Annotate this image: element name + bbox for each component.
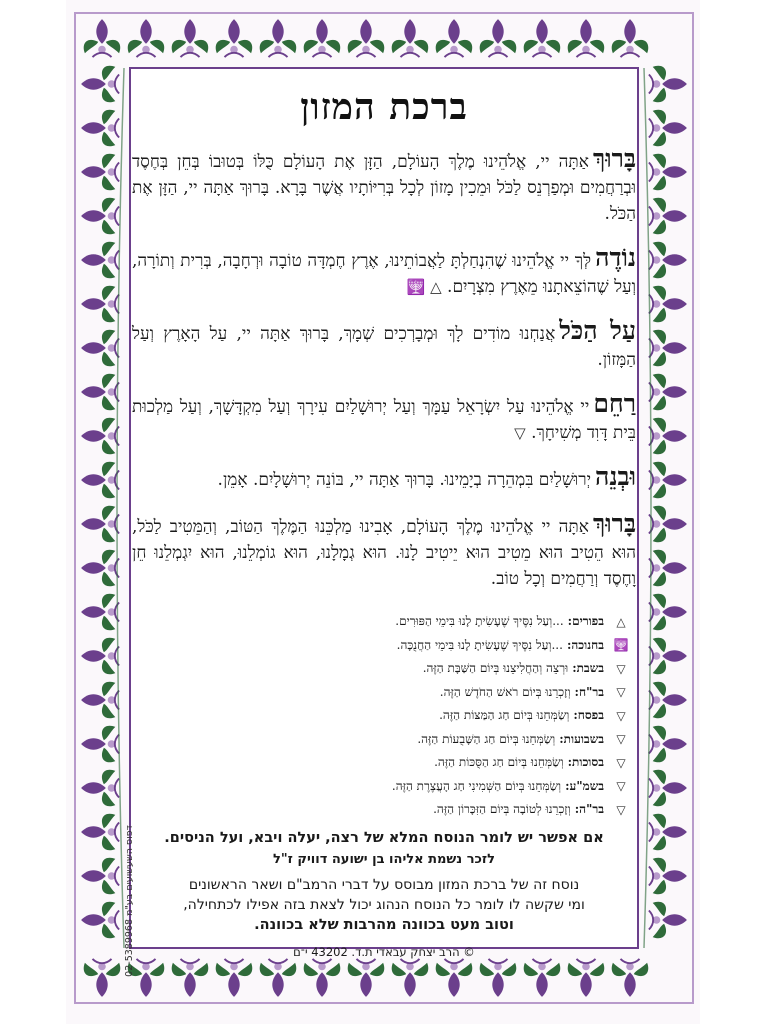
- note-emphasis: וטוב מעט בכוונה מהרבות שלא בכוונה.: [254, 916, 514, 933]
- floral-motif-icon: [649, 462, 687, 499]
- paragraph-lead-word: בָּרוּךְ: [592, 509, 636, 538]
- occasion-row: [132, 775, 630, 799]
- floral-motif-icon: [81, 154, 119, 191]
- occasion-label: בשמ"ע:: [565, 778, 604, 793]
- floral-motif-icon: [304, 959, 341, 997]
- occasion-row: [132, 751, 630, 775]
- insertion-mark-icon: △ 🕎: [406, 278, 442, 296]
- paragraph-lead-word: וּבְנֵה: [595, 462, 636, 491]
- printer-imprint: דפוס השעשועים בע"מ 02-5389968: [124, 825, 135, 977]
- floral-motif-icon: [392, 19, 429, 57]
- floral-motif-icon: [81, 638, 119, 675]
- blessing-paragraph: [132, 318, 636, 373]
- vine-line: [117, 68, 124, 948]
- floral-motif-icon: [81, 374, 119, 411]
- floral-motif-icon: [81, 198, 119, 235]
- blessing-paragraphs: [132, 146, 636, 592]
- author-credit: © הרב יצחק עבאדי ת.ד. 43202 י־ם: [293, 944, 475, 959]
- floral-motif-icon: [304, 19, 341, 57]
- occasion-row: [132, 657, 630, 681]
- floral-motif-icon: [649, 770, 687, 807]
- occasion-text: וְשַׂמְּחֵנוּ בְּיוֹם חַג הַסֻּכּוֹת הַזֶּה.: [434, 755, 564, 770]
- occasion-text: וְשַׂמְּחֵנוּ בְּיוֹם חַג הַשָּׁבֻעוֹת הַזֶּה.: [417, 731, 556, 746]
- floral-motif-icon: [81, 770, 119, 807]
- occasion-label: בחנוכה:: [566, 637, 604, 652]
- floral-motif-icon: [649, 506, 687, 543]
- floral-motif-icon: [649, 814, 687, 851]
- floral-motif-icon: [612, 959, 649, 997]
- floral-motif-icon: [348, 19, 385, 57]
- note-line-1: נוסח זה של ברכת המזון מבוסס על דברי הרמב"ם ושאר הראשונים: [188, 876, 580, 893]
- occasion-text: וְשַׂמְּחֵנוּ בְּיוֹם הַשְּׁמִינִי חַג הָעֲצֶרֶת הַזֶּה.: [391, 778, 562, 793]
- full-version-note: אם אפשר יש לומר הנוסח המלא של רצה, יעלה ויבא, ועל הניסים.: [164, 829, 604, 846]
- floral-motif-icon: [392, 959, 429, 997]
- floral-motif-icon: [81, 330, 119, 367]
- occasion-row: [132, 681, 630, 705]
- paragraph-text: לְּךָ יי אֱלֹהֵינוּ שֶׁהִנְחַלְתָּ לַאֲבוֹתֵינוּ, אֶרֶץ חֶמְדָּה טוֹבָה וּרְחָבָה, בְּרִית וְתוֹרָה, וְעַל שֶׁהוֹצֵאתָנוּ מֵאֶרֶץ מִצְרָיִם.: [132, 251, 636, 297]
- occasion-row: [132, 728, 630, 752]
- paragraph-text: יי אֱלֹהֵינוּ עַל יִשְׂרָאֵל עַמָּךְ וְעַל יְרוּשָׁלַיִם עִירָךְ וְעַל מִקְדָּשָׁךְ, וְעַל מַלְכוּת בֵּית דָּוִד מְשִׁיחָךְ.: [132, 397, 636, 443]
- occasion-icon: ▽: [616, 732, 626, 747]
- floral-motif-icon: [81, 462, 119, 499]
- occasion-row: [132, 704, 630, 728]
- occasion-label: בשבת:: [572, 661, 604, 676]
- occasion-row: [132, 634, 630, 658]
- page-title: ברכת המזון: [300, 86, 468, 128]
- floral-motif-icon: [84, 959, 121, 997]
- floral-motif-icon: [81, 242, 119, 279]
- occasion-label: בשבועות:: [559, 731, 604, 746]
- floral-motif-icon: [524, 959, 561, 997]
- occasion-row: [132, 798, 630, 822]
- paragraph-lead-word: בָּרוּךְ: [592, 144, 636, 173]
- occasion-row: [132, 610, 630, 634]
- floral-motif-icon: [81, 110, 119, 147]
- floral-motif-icon: [649, 242, 687, 279]
- floral-motif-icon: [128, 19, 165, 57]
- floral-motif-icon: [216, 959, 253, 997]
- dedication: לזכר נשמת אליהו בן ישועה דוויק ז"ל: [273, 851, 495, 867]
- occasion-icon: ▽: [616, 802, 626, 817]
- floral-motif-icon: [81, 682, 119, 719]
- floral-motif-icon: [81, 814, 119, 851]
- floral-motif-icon: [649, 550, 687, 587]
- floral-motif-icon: [649, 198, 687, 235]
- occasion-icon: △: [616, 614, 626, 629]
- paragraph-text: אֲנַחְנוּ מוֹדִים לָךְ וּמְבָרְכִים שְׁמָךְ, בָּרוּךְ אַתָּה יי, עַל הָאָרֶץ וְעַל הַמָּזוֹן.: [132, 324, 636, 370]
- occasion-icon: ▽: [616, 661, 626, 676]
- floral-motif-icon: [260, 959, 297, 997]
- floral-motif-icon: [436, 959, 473, 997]
- floral-motif-icon: [649, 374, 687, 411]
- note-line-2: ומי שקשה לו לומר כל הנוסח הנהוג יכול לצאת בזה אפילו לכתחילה,: [183, 896, 585, 913]
- occasion-text: ...וְעַל נִסֶּיךָ שֶׁעָשִׂיתָ לָנוּ בִּימֵי הַפּוּרִים.: [395, 614, 564, 629]
- floral-motif-icon: [216, 19, 253, 57]
- floral-motif-icon: [81, 66, 119, 103]
- floral-motif-icon: [649, 154, 687, 191]
- paragraph-text: אַתָּה יי אֱלֹהֵינוּ מֶלֶךְ הָעוֹלָם, אָבִינוּ מַלְכֵּנוּ הַמֶּלֶךְ הַטּוֹב, וְהַמֵּטִיב לַכֹּל, הוּא הֵטִיב הוּא מֵטִיב הוּא יֵיטִיב לָנוּ. הוּא גְמָלָנוּ, הוּא גוֹמְלֵנוּ, הוּא יִגְמְלֵנוּ חֵן וָחֶסֶד וְרַחֲמִים וְכָל טוֹב.: [132, 517, 636, 589]
- floral-motif-icon: [480, 959, 517, 997]
- floral-motif-icon: [568, 959, 605, 997]
- occasion-list: [132, 610, 636, 822]
- blessing-paragraph: [132, 511, 636, 592]
- floral-motif-icon: [568, 19, 605, 57]
- floral-motif-icon: [81, 726, 119, 763]
- floral-motif-icon: [649, 330, 687, 367]
- floral-motif-icon: [436, 19, 473, 57]
- occasion-icon: ▽: [616, 779, 626, 794]
- occasion-label: בר"ה:: [574, 802, 604, 817]
- floral-motif-icon: [81, 902, 119, 939]
- floral-motif-icon: [81, 418, 119, 455]
- paragraph-lead-word: נוֹדֶה: [595, 243, 636, 272]
- occasion-text: וְזָכְרֵנוּ בְּיוֹם רֹאשׁ הַחֹדֶשׁ הַזֶּה.: [439, 684, 571, 699]
- occasion-text: וְשַׂמְּחֵנוּ בְּיוֹם חַג הַמַּצּוֹת הַזֶּה.: [439, 708, 570, 723]
- floral-motif-icon: [81, 594, 119, 631]
- floral-motif-icon: [348, 959, 385, 997]
- occasion-label: בפורים:: [567, 614, 604, 629]
- floral-motif-icon: [612, 19, 649, 57]
- paragraph-text: יְרוּשָׁלַיִם בִּמְהֵרָה בְיָמֵינוּ. בָּרוּךְ אַתָּה יי, בּוֹנֵה יְרוּשָׁלָיִם. אָמֵן.: [217, 470, 592, 490]
- floral-motif-icon: [172, 959, 209, 997]
- blessing-content: [132, 82, 636, 959]
- floral-motif-icon: [524, 19, 561, 57]
- floral-motif-icon: [649, 726, 687, 763]
- floral-motif-icon: [81, 286, 119, 323]
- floral-motif-icon: [649, 858, 687, 895]
- floral-motif-icon: [81, 506, 119, 543]
- floral-motif-icon: [649, 66, 687, 103]
- occasion-label: בסוכות:: [567, 755, 604, 770]
- occasion-label: בר"ח:: [574, 684, 604, 699]
- floral-motif-icon: [649, 594, 687, 631]
- blessing-paragraph: [132, 464, 636, 493]
- floral-motif-icon: [649, 902, 687, 939]
- floral-motif-icon: [172, 19, 209, 57]
- floral-motif-icon: [480, 19, 517, 57]
- occasion-icon: ▽: [616, 708, 626, 723]
- occasion-text: וְזָכְרֵנוּ לְטוֹבָה בְּיוֹם הַזִּכָּרוֹן הַזֶּה.: [433, 802, 571, 817]
- floral-motif-icon: [649, 286, 687, 323]
- blessing-paragraph: [132, 391, 636, 446]
- paragraph-text: אַתָּה יי, אֱלֹהֵינוּ מֶלֶךְ הָעוֹלָם, הַזָּן אֶת הָעוֹלָם כֻּלּוֹ בְּטוּבוֹ בְּחֵן בְּחֶסֶד וּבְרַחֲמִים וּמְפַרְנֵס לַכֹּל וּמֵכִין מָזוֹן לְכָל בְּרִיּוֹתָיו אֲשֶׁר בָּרָא. בָּרוּךְ אַתָּה יי, הַזָּן אֶת הַכֹּל.: [132, 152, 636, 224]
- floral-motif-icon: [81, 858, 119, 895]
- insertion-mark-icon: ▽: [514, 424, 526, 442]
- occasion-icon: ▽: [616, 755, 626, 770]
- floral-motif-icon: [84, 19, 121, 57]
- vine-line: [644, 68, 651, 948]
- floral-motif-icon: [81, 550, 119, 587]
- blessing-paragraph: [132, 245, 636, 300]
- floral-motif-icon: [649, 418, 687, 455]
- occasion-label: בפסח:: [573, 708, 604, 723]
- blessing-paragraph: [132, 146, 636, 227]
- floral-motif-icon: [649, 110, 687, 147]
- occasion-icon: ▽: [616, 685, 626, 700]
- paragraph-lead-word: עַל הַכֹּל: [559, 316, 636, 345]
- floral-motif-icon: [649, 682, 687, 719]
- floral-motif-icon: [260, 19, 297, 57]
- occasion-text: וּרְצֵה וְהַחֲלִיצֵנוּ בְּיוֹם הַשַּׁבָּת הַזֶּה.: [422, 661, 569, 676]
- occasion-text: ...וְעַל נִסֶּיךָ שֶׁעָשִׂיתָ לָנוּ בִּימֵי הַחֲנֻכָּה.: [396, 637, 563, 652]
- floral-motif-icon: [649, 638, 687, 675]
- paragraph-lead-word: רַחֵם: [593, 389, 636, 418]
- occasion-icon: 🕎: [613, 638, 629, 653]
